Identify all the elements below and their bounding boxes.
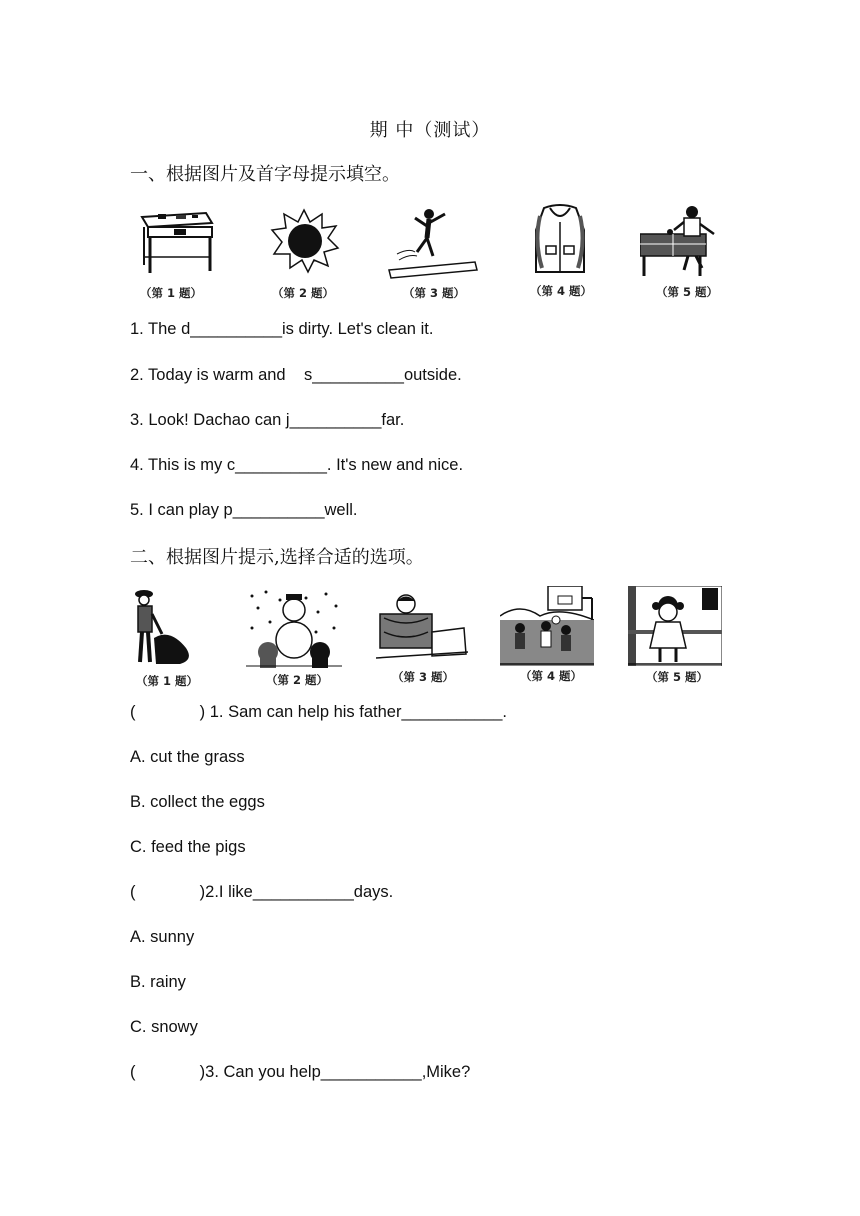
caption-2-4: （第 4 题） bbox=[520, 669, 583, 683]
choice-question-2-option-c: C. snowy bbox=[130, 1018, 198, 1036]
fill-question-1: 1. The d__________is dirty. Let's clean it. bbox=[130, 320, 434, 338]
desk-picture bbox=[136, 205, 216, 275]
page-title: 期 中（测试） bbox=[369, 120, 491, 141]
caption-1-1: （第 1 题） bbox=[140, 286, 203, 300]
caption-2-2: （第 2 题） bbox=[266, 673, 329, 687]
man-with-bag-picture bbox=[130, 588, 200, 668]
ping-pong-picture bbox=[640, 204, 720, 280]
boy-with-cloth-picture bbox=[376, 592, 468, 664]
fill-question-4: 4. This is my c__________. It's new and nice. bbox=[130, 456, 464, 474]
choice-question-1-option-b: B. collect the eggs bbox=[130, 793, 265, 811]
caption-2-1: （第 1 题） bbox=[136, 674, 199, 688]
caption-1-2: （第 2 题） bbox=[272, 286, 335, 300]
coat-picture bbox=[530, 202, 590, 278]
choice-question-1-option-a: A. cut the grass bbox=[130, 748, 245, 766]
fill-question-5: 5. I can play p__________well. bbox=[130, 501, 358, 519]
choice-question-3-stem: ( )3. Can you help___________,Mike? bbox=[130, 1063, 471, 1081]
fill-question-3: 3. Look! Dachao can j__________far. bbox=[130, 411, 405, 429]
section-2-heading: 二、根据图片提示,选择合适的选项。 bbox=[130, 547, 424, 568]
choice-question-2-option-a: A. sunny bbox=[130, 928, 195, 946]
choice-question-1-option-c: C. feed the pigs bbox=[130, 838, 246, 856]
snowman-picture bbox=[246, 588, 342, 668]
choice-question-2-option-b: B. rainy bbox=[130, 973, 186, 991]
sun-picture bbox=[268, 208, 340, 274]
choice-question-2-stem: ( )2.I like___________days. bbox=[130, 883, 394, 901]
girl-eating-picture bbox=[628, 586, 722, 666]
choice-question-1-stem: ( ) 1. Sam can help his father___________. bbox=[130, 703, 507, 721]
section-1-heading: 一、根据图片及首字母提示填空。 bbox=[130, 164, 400, 185]
caption-1-3: （第 3 题） bbox=[403, 286, 466, 300]
basketball-picture bbox=[500, 586, 594, 666]
caption-2-3: （第 3 题） bbox=[392, 670, 455, 684]
caption-1-4: （第 4 题） bbox=[530, 284, 593, 298]
fill-question-2: 2. Today is warm and s__________outside. bbox=[130, 366, 462, 384]
caption-1-5: （第 5 题） bbox=[656, 285, 719, 299]
long-jump-picture bbox=[387, 204, 479, 280]
caption-2-5: （第 5 题） bbox=[646, 670, 709, 684]
